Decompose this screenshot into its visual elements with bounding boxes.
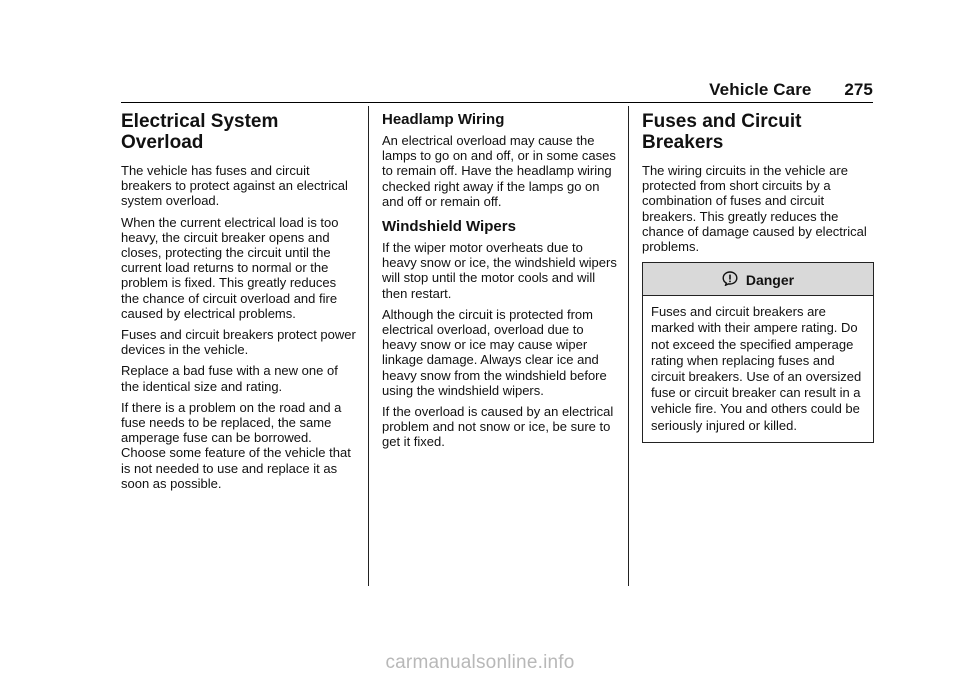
danger-label: Danger <box>745 272 795 289</box>
section-title: Vehicle Care <box>709 80 812 99</box>
paragraph: The wiring circuits in the vehicle are protected from short circuits by a combination of fuses and circuit breakers. This greatly reduces the chance of damage caused by electrical problems. <box>642 163 867 255</box>
fuses-breakers-heading: Fuses and Circuit Breakers <box>642 111 802 153</box>
danger-box <box>642 262 874 443</box>
column-fuses-breakers <box>642 108 874 443</box>
page-header <box>0 80 873 100</box>
paragraph: Fuses and circuit breakers protect power devices in the vehicle. <box>121 327 356 358</box>
paragraph: If the overload is caused by an electrical problem and not snow or ice, be sure to get it fixed. <box>382 404 614 450</box>
column-divider-1 <box>368 106 369 586</box>
paragraph: An electrical overload may cause the lamps to go on and off, or in some cases to remain off. Have the headlamp wiring checked right away if the lamps go on and off or remain off. <box>382 133 616 209</box>
danger-header <box>643 263 873 296</box>
watermark: carmanualsonline.info <box>385 652 575 673</box>
electrical-overload-heading: Electrical System Overload <box>121 111 279 153</box>
page-number: 275 <box>844 80 873 99</box>
warning-icon <box>722 271 738 290</box>
column-divider-2 <box>628 106 629 586</box>
paragraph: When the current electrical load is too heavy, the circuit breaker opens and closes, protecting the circuit until the current load returns to normal or the problem is fixed. This greatly reduces the chance of circuit overload and fire caused by electrical problems. <box>121 214 339 321</box>
danger-body <box>643 296 873 442</box>
windshield-wipers-heading: Windshield Wipers <box>382 218 516 236</box>
paragraph: If the wiper motor overheats due to heavy snow or ice, the windshield wipers will stop until the motor cools and will then restart. <box>382 240 617 301</box>
headlamp-wiring-heading: Headlamp Wiring <box>382 111 505 128</box>
column-headlamp-wipers <box>382 108 618 456</box>
paragraph: If there is a problem on the road and a fuse needs to be replaced, the same amperage fuse can be borrowed. Choose some feature of the vehicle that is not needed to use and replace it as soon as possible. <box>121 399 351 491</box>
header-rule <box>121 102 873 103</box>
paragraph: The vehicle has fuses and circuit breakers to protect against an electrical system overload. <box>121 163 348 209</box>
paragraph: Replace a bad fuse with a new one of the identical size and rating. <box>121 363 338 394</box>
column-electrical-overload <box>121 108 357 497</box>
paragraph: Although the circuit is protected from electrical overload, overload due to heavy snow or ice may cause wiper linkage damage. Always clear ice and heavy snow from the windshield before using the windshield wipers. <box>382 306 607 398</box>
danger-text: Fuses and circuit breakers are marked with their ampere rating. Do not exceed the specified amperage rating when replacing fuses and circuit breakers. Use of an oversized fuse or circuit breaker can result in a vehicle fire. You and others could be seriously injured or killed. <box>651 304 862 433</box>
